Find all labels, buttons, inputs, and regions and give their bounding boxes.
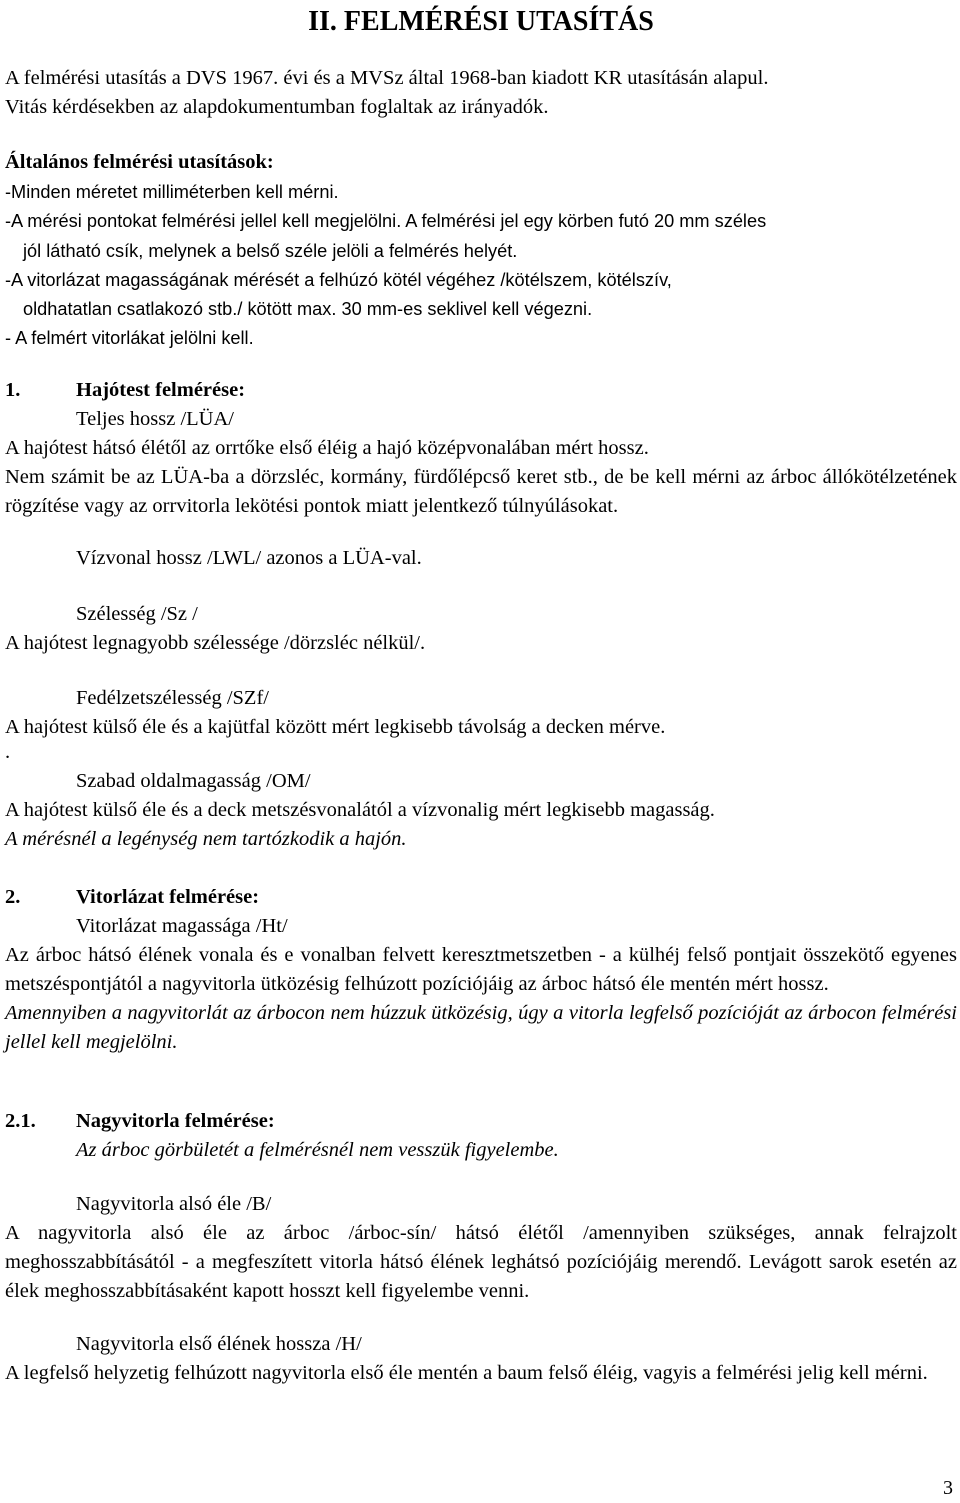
rig-height-text: Az árboc hátsó élének vonala és e vonalban felvett keresztmetszetben - a külhéj felső pontjait összekötő egyenes metszéspontjától a nagyvitorla ütközésig felhúzott pozíciójáig az árboc hátsó éle mentén mért hossz. [5, 944, 957, 995]
section-heading [5, 376, 957, 405]
general-item: jól látható csík, melynek a belső széle jelöli a felmérés helyét. [23, 240, 518, 261]
intro-paragraph [5, 64, 957, 122]
general-item: oldhatatlan csatlakozó stb./ kötött max. 30 mm-es seklivel kell végezni. [23, 299, 593, 320]
page-number: 3 [943, 1477, 953, 1499]
deck-width-block [5, 684, 957, 762]
intro-line: Vitás kérdésekben az alapdokumentumban foglaltak az irányadók. [5, 96, 549, 118]
beam-text: A hajótest legnagyobb szélessége /dörzsléc nélkül/. [5, 632, 426, 654]
section-2-1 [5, 1107, 957, 1165]
rig-height-title: Vitorlázat magassága /Ht/ [76, 915, 288, 937]
section-2 [5, 883, 957, 1057]
mainsail-foot-block [5, 1190, 957, 1306]
beam-block [5, 600, 957, 658]
general-item: - A felmért vitorlákat jelölni kell. [5, 328, 254, 349]
loa-text: A hajótest hátsó élétől az orrtőke első éléig a hajó középvonalában mért hossz. [5, 437, 649, 459]
mainsail-luff-title: Nagyvitorla első élének hossza /H/ [76, 1333, 362, 1355]
freeboard-block [5, 767, 957, 854]
intro-line: A felmérési utasítás a DVS 1967. évi és a MVSz által 1968-ban kiadott KR utasításán alapul. [5, 67, 769, 89]
section-title: Hajótest felmérése: [76, 379, 246, 401]
general-instructions [5, 148, 957, 354]
stray-dot: . [5, 741, 11, 763]
section-title: Vitorlázat felmérése: [76, 886, 260, 908]
general-item: -A mérési pontokat felmérési jellel kell megjelölni. A felmérési jel egy körben futó 20 mm széles [5, 211, 767, 232]
deck-width-title: Fedélzetszélesség /SZf/ [76, 687, 269, 709]
general-item: -A vitorlázat magasságának mérését a felhúzó kötél végéhez /kötélszem, kötélszív, [5, 269, 672, 290]
freeboard-note: A mérésnél a legénység nem tartózkodik a hajón. [5, 828, 407, 850]
mainsail-luff-text: A legfelső helyzetig felhúzott nagyvitorla első éle mentén a baum felső éléig, vagyis a felmérési jelig kell mérni. [5, 1362, 928, 1384]
freeboard-text: A hajótest külső éle és a deck metszésvonalától a vízvonalig mért legkisebb magasság. [5, 799, 715, 821]
freeboard-title: Szabad oldalmagasság /OM/ [76, 770, 311, 792]
rig-height-note: Amennyiben a nagyvitorlát az árbocon nem húzzuk ütközésig, úgy a vitorla legfelső pozícióját az árbocon felmérési jellel kell megjelölni. [5, 1002, 957, 1053]
beam-title: Szélesség /Sz / [76, 603, 198, 625]
mainsail-luff-block [5, 1330, 957, 1388]
lwl-block [5, 544, 957, 573]
general-heading: Általános felmérési utasítások: [5, 151, 274, 173]
loa-text-2: Nem számit be az LÜA-ba a dörzsléc, kormány, fürdőlépcső keret stb., de be kell mérni az árboc állókötélzetének rögzítése vagy az orrvitorla lekötési pontok miatt jelentkező túlnyúlásokat. [5, 466, 957, 517]
general-item: -Minden méretet milliméterben kell mérni. [5, 182, 339, 202]
section-title: Nagyvitorla felmérése: [76, 1110, 275, 1132]
document-page [5, 0, 957, 1501]
section-heading [5, 1107, 957, 1136]
section-heading [5, 883, 957, 912]
lwl-text: Vízvonal hossz /LWL/ azonos a LÜA-val. [76, 547, 422, 569]
section-1 [5, 376, 957, 521]
page-title: II. FELMÉRÉSI UTASÍTÁS [308, 6, 654, 37]
loa-title: Teljes hossz /LÜA/ [76, 408, 234, 430]
section-number: 2.1. [5, 1110, 36, 1132]
section-number: 1. [5, 379, 21, 401]
mainsail-note: Az árboc görbületét a felmérésnél nem vesszük figyelembe. [76, 1139, 559, 1161]
deck-width-text: A hajótest külső éle és a kajütfal között mért legkisebb távolság a decken mérve. [5, 716, 666, 738]
mainsail-foot-text: A nagyvitorla alsó éle az árboc /árboc-sín/ hátsó élétől /amennyiben szükséges, annak felrajzolt meghosszabbításától - a megfeszített vitorla hátsó élének leghátsó pozíciójáig merendő. Levágott sarok esetén az élek meghosszabbításaként kapott hosszt kell figyelembe venni. [5, 1222, 957, 1302]
section-number: 2. [5, 886, 21, 908]
mainsail-foot-title: Nagyvitorla alsó éle /B/ [76, 1193, 272, 1215]
